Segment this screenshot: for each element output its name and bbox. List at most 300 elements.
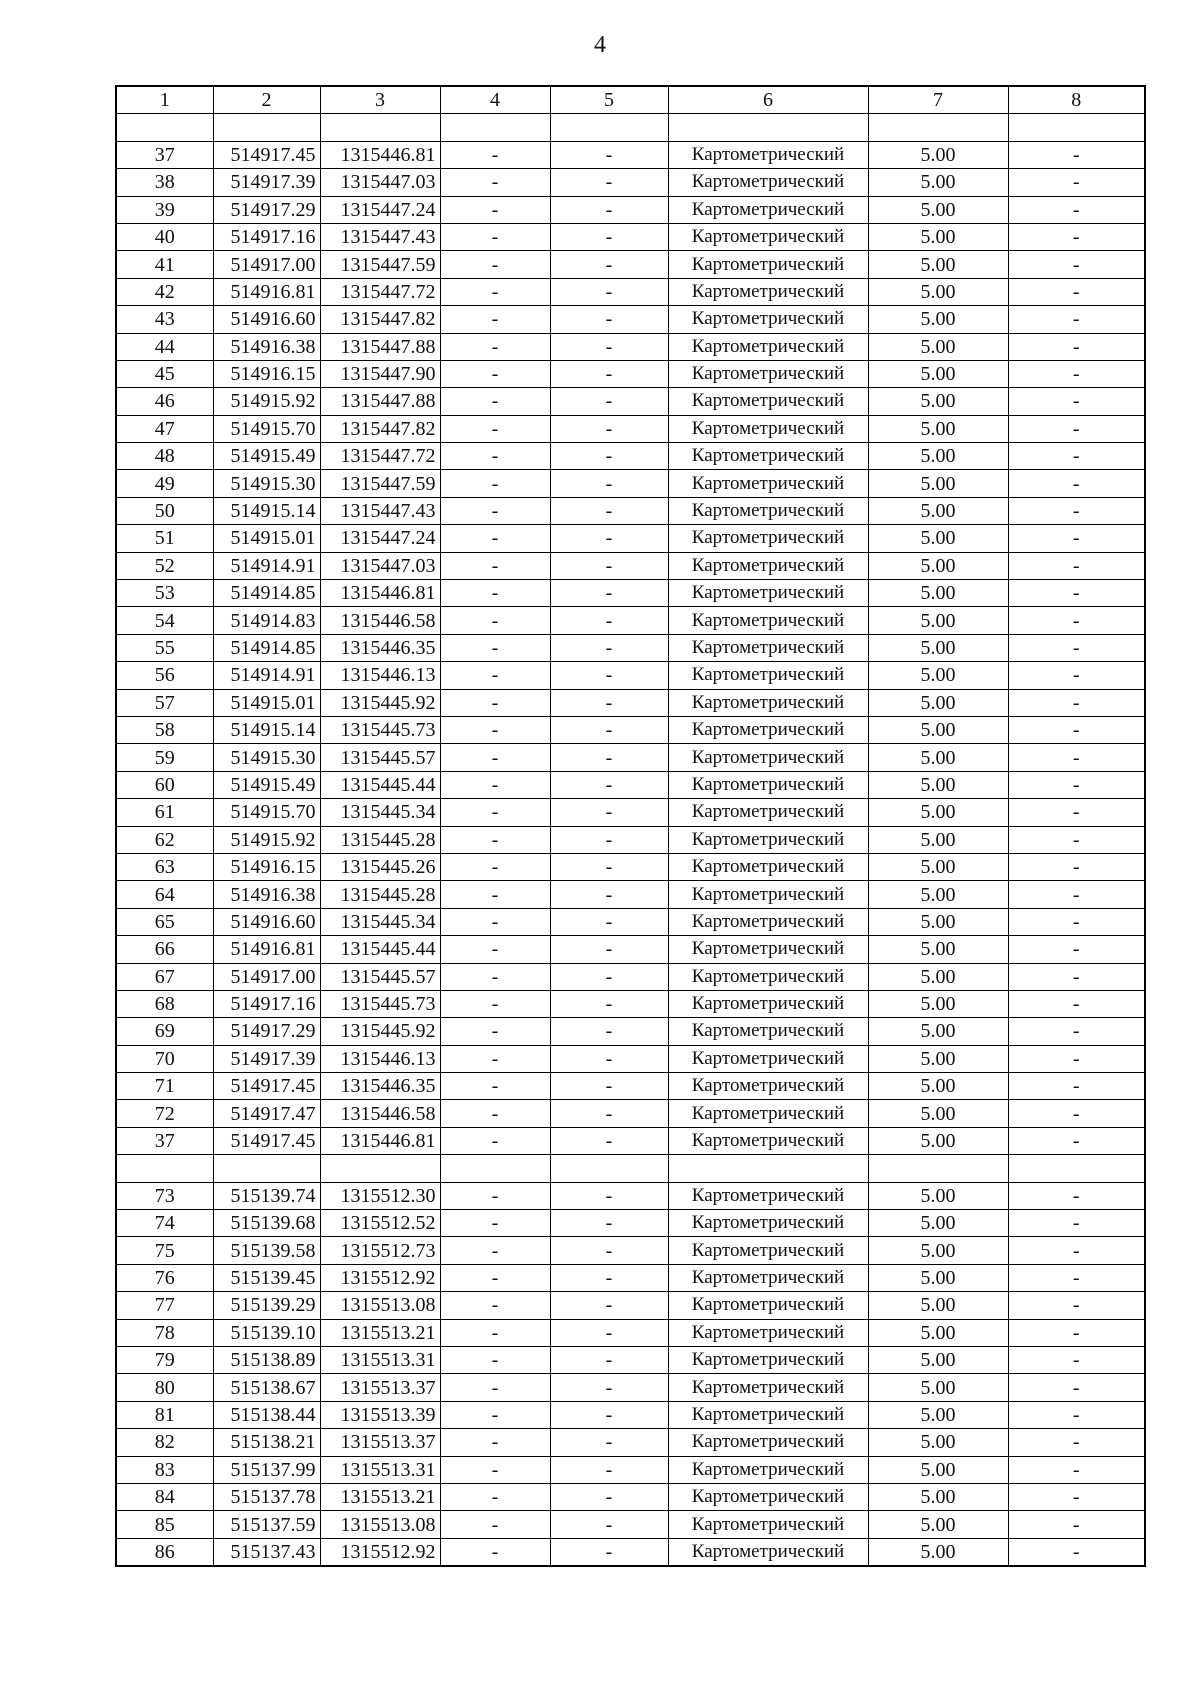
col8-cell: -	[1008, 552, 1145, 579]
method-cell: Картометрический	[668, 169, 868, 196]
point-number-cell: 83	[116, 1456, 213, 1483]
point-number-cell: 68	[116, 990, 213, 1017]
y-coordinate-cell: 1315447.59	[320, 251, 440, 278]
y-coordinate-cell: 1315445.57	[320, 963, 440, 990]
col5-cell: -	[550, 908, 668, 935]
accuracy-cell: 5.00	[868, 333, 1008, 360]
col5-cell: -	[550, 744, 668, 771]
method-cell: Картометрический	[668, 1182, 868, 1209]
x-coordinate-cell: 514917.45	[213, 1127, 320, 1154]
x-coordinate-cell: 514916.60	[213, 306, 320, 333]
table-row	[116, 1401, 1145, 1428]
col8-cell: -	[1008, 1401, 1145, 1428]
accuracy-cell: 5.00	[868, 689, 1008, 716]
point-number-cell: 85	[116, 1511, 213, 1538]
x-coordinate-cell: 514917.16	[213, 223, 320, 250]
col4-cell: -	[440, 1182, 550, 1209]
y-coordinate-cell: 1315446.81	[320, 1127, 440, 1154]
col8-cell: -	[1008, 1429, 1145, 1456]
col5-cell: -	[550, 1483, 668, 1510]
accuracy-cell: 5.00	[868, 908, 1008, 935]
col8-cell: -	[1008, 662, 1145, 689]
y-coordinate-cell: 1315445.92	[320, 689, 440, 716]
method-cell: Картометрический	[668, 1292, 868, 1319]
accuracy-cell: 5.00	[868, 1346, 1008, 1373]
table-row	[116, 1456, 1145, 1483]
point-number-cell: 64	[116, 881, 213, 908]
accuracy-cell: 5.00	[868, 306, 1008, 333]
col5-cell: -	[550, 634, 668, 661]
accuracy-cell: 5.00	[868, 771, 1008, 798]
col4-cell: -	[440, 881, 550, 908]
x-coordinate-cell: 514917.00	[213, 251, 320, 278]
accuracy-cell: 5.00	[868, 1511, 1008, 1538]
table-row	[116, 853, 1145, 880]
col5-cell: -	[550, 1182, 668, 1209]
y-coordinate-cell: 1315445.44	[320, 936, 440, 963]
col5-cell: -	[550, 1127, 668, 1154]
method-cell: Картометрический	[668, 1264, 868, 1291]
col8-cell: -	[1008, 716, 1145, 743]
method-cell: Картометрический	[668, 1073, 868, 1100]
point-number-cell: 80	[116, 1374, 213, 1401]
col5-cell: -	[550, 1346, 668, 1373]
col5-cell: -	[550, 333, 668, 360]
col4-cell: -	[440, 470, 550, 497]
col4-cell: -	[440, 908, 550, 935]
header-cell: 2	[213, 86, 320, 114]
x-coordinate-cell: 515139.10	[213, 1319, 320, 1346]
x-coordinate-cell: 515138.67	[213, 1374, 320, 1401]
y-coordinate-cell: 1315445.34	[320, 799, 440, 826]
y-coordinate-cell: 1315447.24	[320, 525, 440, 552]
point-number-cell: 45	[116, 360, 213, 387]
method-cell: Картометрический	[668, 771, 868, 798]
col5-cell: -	[550, 580, 668, 607]
col8-cell: -	[1008, 799, 1145, 826]
col5-cell: -	[550, 1210, 668, 1237]
table-row	[116, 1511, 1145, 1538]
table-row	[116, 990, 1145, 1017]
col8-cell: -	[1008, 990, 1145, 1017]
header-cell: 8	[1008, 86, 1145, 114]
col8-cell: -	[1008, 1100, 1145, 1127]
header-cell: 3	[320, 86, 440, 114]
point-number-cell: 76	[116, 1264, 213, 1291]
col8-cell: -	[1008, 826, 1145, 853]
method-cell: Картометрический	[668, 1456, 868, 1483]
table-row	[116, 908, 1145, 935]
col4-cell	[440, 1155, 550, 1182]
col8-cell: -	[1008, 1374, 1145, 1401]
accuracy-cell: 5.00	[868, 662, 1008, 689]
col5-cell: -	[550, 278, 668, 305]
table-row	[116, 881, 1145, 908]
y-coordinate-cell: 1315512.92	[320, 1538, 440, 1566]
point-number-cell	[116, 114, 213, 141]
y-coordinate-cell: 1315512.52	[320, 1210, 440, 1237]
accuracy-cell	[868, 114, 1008, 141]
y-coordinate-cell: 1315446.13	[320, 1045, 440, 1072]
col8-cell: -	[1008, 580, 1145, 607]
point-number-cell: 47	[116, 415, 213, 442]
method-cell: Картометрический	[668, 552, 868, 579]
table-row	[116, 662, 1145, 689]
x-coordinate-cell: 514915.01	[213, 689, 320, 716]
x-coordinate-cell: 515139.74	[213, 1182, 320, 1209]
point-number-cell: 58	[116, 716, 213, 743]
col8-cell: -	[1008, 1456, 1145, 1483]
col8-cell	[1008, 1155, 1145, 1182]
y-coordinate-cell: 1315513.08	[320, 1511, 440, 1538]
col8-cell: -	[1008, 881, 1145, 908]
method-cell: Картометрический	[668, 990, 868, 1017]
table-row	[116, 826, 1145, 853]
accuracy-cell: 5.00	[868, 443, 1008, 470]
col4-cell: -	[440, 1429, 550, 1456]
header-cell: 4	[440, 86, 550, 114]
x-coordinate-cell: 515137.59	[213, 1511, 320, 1538]
y-coordinate-cell: 1315445.57	[320, 744, 440, 771]
y-coordinate-cell: 1315447.43	[320, 497, 440, 524]
x-coordinate-cell: 514915.14	[213, 716, 320, 743]
accuracy-cell: 5.00	[868, 1100, 1008, 1127]
point-number-cell: 77	[116, 1292, 213, 1319]
y-coordinate-cell: 1315447.72	[320, 443, 440, 470]
col8-cell: -	[1008, 1127, 1145, 1154]
table-row	[116, 251, 1145, 278]
col8-cell: -	[1008, 443, 1145, 470]
col4-cell: -	[440, 251, 550, 278]
col8-cell: -	[1008, 908, 1145, 935]
x-coordinate-cell: 515137.99	[213, 1456, 320, 1483]
col5-cell: -	[550, 497, 668, 524]
table-row	[116, 1319, 1145, 1346]
col8-cell: -	[1008, 1045, 1145, 1072]
col4-cell: -	[440, 1100, 550, 1127]
col8-cell: -	[1008, 306, 1145, 333]
table-row	[116, 1155, 1145, 1182]
method-cell: Картометрический	[668, 1100, 868, 1127]
point-number-cell: 52	[116, 552, 213, 579]
x-coordinate-cell: 514915.70	[213, 799, 320, 826]
point-number-cell: 79	[116, 1346, 213, 1373]
accuracy-cell: 5.00	[868, 634, 1008, 661]
col4-cell: -	[440, 306, 550, 333]
point-number-cell: 44	[116, 333, 213, 360]
accuracy-cell: 5.00	[868, 525, 1008, 552]
col5-cell: -	[550, 1018, 668, 1045]
method-cell: Картометрический	[668, 881, 868, 908]
x-coordinate-cell: 514917.39	[213, 169, 320, 196]
method-cell: Картометрический	[668, 1127, 868, 1154]
table-row	[116, 1073, 1145, 1100]
col8-cell: -	[1008, 415, 1145, 442]
x-coordinate-cell: 514917.29	[213, 1018, 320, 1045]
col4-cell: -	[440, 826, 550, 853]
accuracy-cell: 5.00	[868, 1210, 1008, 1237]
y-coordinate-cell: 1315512.30	[320, 1182, 440, 1209]
y-coordinate-cell: 1315513.21	[320, 1483, 440, 1510]
x-coordinate-cell: 514914.91	[213, 662, 320, 689]
col8-cell: -	[1008, 1237, 1145, 1264]
col8-cell: -	[1008, 963, 1145, 990]
y-coordinate-cell: 1315447.90	[320, 360, 440, 387]
col5-cell: -	[550, 552, 668, 579]
table-row	[116, 1374, 1145, 1401]
table-row	[116, 552, 1145, 579]
x-coordinate-cell: 515138.89	[213, 1346, 320, 1373]
col5-cell: -	[550, 1100, 668, 1127]
accuracy-cell: 5.00	[868, 1292, 1008, 1319]
x-coordinate-cell: 514917.45	[213, 1073, 320, 1100]
point-number-cell: 86	[116, 1538, 213, 1566]
table-row	[116, 278, 1145, 305]
x-coordinate-cell: 514916.81	[213, 278, 320, 305]
x-coordinate-cell: 514917.39	[213, 1045, 320, 1072]
point-number-cell: 48	[116, 443, 213, 470]
col5-cell	[550, 1155, 668, 1182]
accuracy-cell: 5.00	[868, 936, 1008, 963]
col4-cell: -	[440, 141, 550, 168]
x-coordinate-cell: 515139.29	[213, 1292, 320, 1319]
y-coordinate-cell: 1315513.31	[320, 1346, 440, 1373]
y-coordinate-cell	[320, 1155, 440, 1182]
point-number-cell: 60	[116, 771, 213, 798]
point-number-cell: 40	[116, 223, 213, 250]
col4-cell: -	[440, 1483, 550, 1510]
table-header	[116, 86, 1145, 114]
point-number-cell: 53	[116, 580, 213, 607]
point-number-cell	[116, 1155, 213, 1182]
y-coordinate-cell: 1315447.88	[320, 388, 440, 415]
col8-cell: -	[1008, 771, 1145, 798]
y-coordinate-cell: 1315446.35	[320, 1073, 440, 1100]
point-number-cell: 75	[116, 1237, 213, 1264]
method-cell: Картометрический	[668, 360, 868, 387]
accuracy-cell: 5.00	[868, 223, 1008, 250]
col8-cell: -	[1008, 1292, 1145, 1319]
table-row	[116, 607, 1145, 634]
page-number: 4	[594, 32, 606, 58]
method-cell: Картометрический	[668, 470, 868, 497]
accuracy-cell: 5.00	[868, 1182, 1008, 1209]
table-row	[116, 1182, 1145, 1209]
accuracy-cell: 5.00	[868, 141, 1008, 168]
table-row	[116, 360, 1145, 387]
point-number-cell: 59	[116, 744, 213, 771]
x-coordinate-cell: 515139.68	[213, 1210, 320, 1237]
header-row	[116, 86, 1145, 114]
header-cell: 1	[116, 86, 213, 114]
col4-cell: -	[440, 1346, 550, 1373]
x-coordinate-cell: 514917.47	[213, 1100, 320, 1127]
col4-cell: -	[440, 1210, 550, 1237]
method-cell: Картометрический	[668, 278, 868, 305]
x-coordinate-cell: 514916.60	[213, 908, 320, 935]
col4-cell: -	[440, 607, 550, 634]
col5-cell: -	[550, 470, 668, 497]
point-number-cell: 84	[116, 1483, 213, 1510]
point-number-cell: 56	[116, 662, 213, 689]
x-coordinate-cell: 514915.30	[213, 470, 320, 497]
table-row	[116, 443, 1145, 470]
col5-cell: -	[550, 990, 668, 1017]
method-cell: Картометрический	[668, 607, 868, 634]
accuracy-cell: 5.00	[868, 744, 1008, 771]
y-coordinate-cell: 1315447.88	[320, 333, 440, 360]
col5-cell: -	[550, 799, 668, 826]
col8-cell: -	[1008, 1073, 1145, 1100]
table-row	[116, 141, 1145, 168]
col8-cell: -	[1008, 223, 1145, 250]
y-coordinate-cell: 1315446.58	[320, 1100, 440, 1127]
method-cell: Картометрический	[668, 525, 868, 552]
accuracy-cell: 5.00	[868, 1018, 1008, 1045]
col5-cell: -	[550, 525, 668, 552]
table-row	[116, 388, 1145, 415]
accuracy-cell: 5.00	[868, 963, 1008, 990]
table-row	[116, 1264, 1145, 1291]
x-coordinate-cell: 514917.45	[213, 141, 320, 168]
y-coordinate-cell: 1315513.31	[320, 1456, 440, 1483]
col5-cell: -	[550, 1374, 668, 1401]
table-row	[116, 1292, 1145, 1319]
table-row	[116, 1346, 1145, 1373]
table-row	[116, 1538, 1145, 1566]
method-cell: Картометрический	[668, 580, 868, 607]
y-coordinate-cell: 1315512.92	[320, 1264, 440, 1291]
table-row	[116, 716, 1145, 743]
accuracy-cell: 5.00	[868, 360, 1008, 387]
x-coordinate-cell: 514914.85	[213, 634, 320, 661]
table-row	[116, 1429, 1145, 1456]
table-row	[116, 1483, 1145, 1510]
point-number-cell: 49	[116, 470, 213, 497]
accuracy-cell: 5.00	[868, 607, 1008, 634]
col4-cell: -	[440, 497, 550, 524]
col5-cell: -	[550, 689, 668, 716]
accuracy-cell: 5.00	[868, 169, 1008, 196]
accuracy-cell: 5.00	[868, 1374, 1008, 1401]
method-cell: Картометрический	[668, 853, 868, 880]
y-coordinate-cell: 1315446.13	[320, 662, 440, 689]
method-cell: Картометрический	[668, 1346, 868, 1373]
accuracy-cell: 5.00	[868, 1127, 1008, 1154]
point-number-cell: 67	[116, 963, 213, 990]
x-coordinate-cell: 515139.45	[213, 1264, 320, 1291]
col4-cell: -	[440, 1292, 550, 1319]
y-coordinate-cell: 1315445.26	[320, 853, 440, 880]
table-row	[116, 744, 1145, 771]
method-cell: Картометрический	[668, 306, 868, 333]
method-cell: Картометрический	[668, 662, 868, 689]
x-coordinate-cell: 515139.58	[213, 1237, 320, 1264]
table-row	[116, 169, 1145, 196]
header-cell: 5	[550, 86, 668, 114]
col4-cell: -	[440, 1511, 550, 1538]
method-cell: Картометрический	[668, 1538, 868, 1566]
x-coordinate-cell: 515137.78	[213, 1483, 320, 1510]
method-cell: Картометрический	[668, 1018, 868, 1045]
accuracy-cell: 5.00	[868, 1319, 1008, 1346]
table-row	[116, 1127, 1145, 1154]
col4-cell	[440, 114, 550, 141]
point-number-cell: 41	[116, 251, 213, 278]
col4-cell: -	[440, 1538, 550, 1566]
col5-cell: -	[550, 388, 668, 415]
method-cell: Картометрический	[668, 1483, 868, 1510]
col4-cell: -	[440, 744, 550, 771]
accuracy-cell: 5.00	[868, 1538, 1008, 1566]
method-cell: Картометрический	[668, 443, 868, 470]
x-coordinate-cell: 515138.21	[213, 1429, 320, 1456]
x-coordinate-cell: 514917.00	[213, 963, 320, 990]
table-row	[116, 1237, 1145, 1264]
method-cell: Картометрический	[668, 689, 868, 716]
col8-cell: -	[1008, 196, 1145, 223]
col8-cell: -	[1008, 1210, 1145, 1237]
y-coordinate-cell: 1315446.81	[320, 580, 440, 607]
point-number-cell: 63	[116, 853, 213, 880]
col8-cell: -	[1008, 1538, 1145, 1566]
accuracy-cell: 5.00	[868, 826, 1008, 853]
y-coordinate-cell: 1315513.37	[320, 1374, 440, 1401]
x-coordinate-cell: 514916.15	[213, 853, 320, 880]
point-number-cell: 54	[116, 607, 213, 634]
accuracy-cell: 5.00	[868, 1264, 1008, 1291]
col4-cell: -	[440, 223, 550, 250]
accuracy-cell: 5.00	[868, 853, 1008, 880]
y-coordinate-cell: 1315513.08	[320, 1292, 440, 1319]
col5-cell: -	[550, 881, 668, 908]
point-number-cell: 43	[116, 306, 213, 333]
point-number-cell: 65	[116, 908, 213, 935]
col5-cell: -	[550, 169, 668, 196]
col5-cell: -	[550, 415, 668, 442]
col8-cell: -	[1008, 360, 1145, 387]
x-coordinate-cell: 514916.81	[213, 936, 320, 963]
col5-cell: -	[550, 1511, 668, 1538]
col5-cell: -	[550, 1264, 668, 1291]
point-number-cell: 61	[116, 799, 213, 826]
y-coordinate-cell: 1315512.73	[320, 1237, 440, 1264]
table-row	[116, 963, 1145, 990]
point-number-cell: 39	[116, 196, 213, 223]
col5-cell: -	[550, 1292, 668, 1319]
table-row	[116, 1210, 1145, 1237]
y-coordinate-cell: 1315447.59	[320, 470, 440, 497]
method-cell	[668, 1155, 868, 1182]
method-cell: Картометрический	[668, 1429, 868, 1456]
table-row	[116, 525, 1145, 552]
col5-cell: -	[550, 1073, 668, 1100]
table-row	[116, 223, 1145, 250]
x-coordinate-cell: 514915.49	[213, 443, 320, 470]
x-coordinate-cell: 514915.49	[213, 771, 320, 798]
accuracy-cell: 5.00	[868, 470, 1008, 497]
col5-cell: -	[550, 223, 668, 250]
x-coordinate-cell: 514917.16	[213, 990, 320, 1017]
method-cell: Картометрический	[668, 388, 868, 415]
y-coordinate-cell: 1315445.44	[320, 771, 440, 798]
point-number-cell: 71	[116, 1073, 213, 1100]
col5-cell: -	[550, 1237, 668, 1264]
point-number-cell: 74	[116, 1210, 213, 1237]
col8-cell: -	[1008, 1182, 1145, 1209]
x-coordinate-cell: 515137.43	[213, 1538, 320, 1566]
accuracy-cell: 5.00	[868, 1456, 1008, 1483]
